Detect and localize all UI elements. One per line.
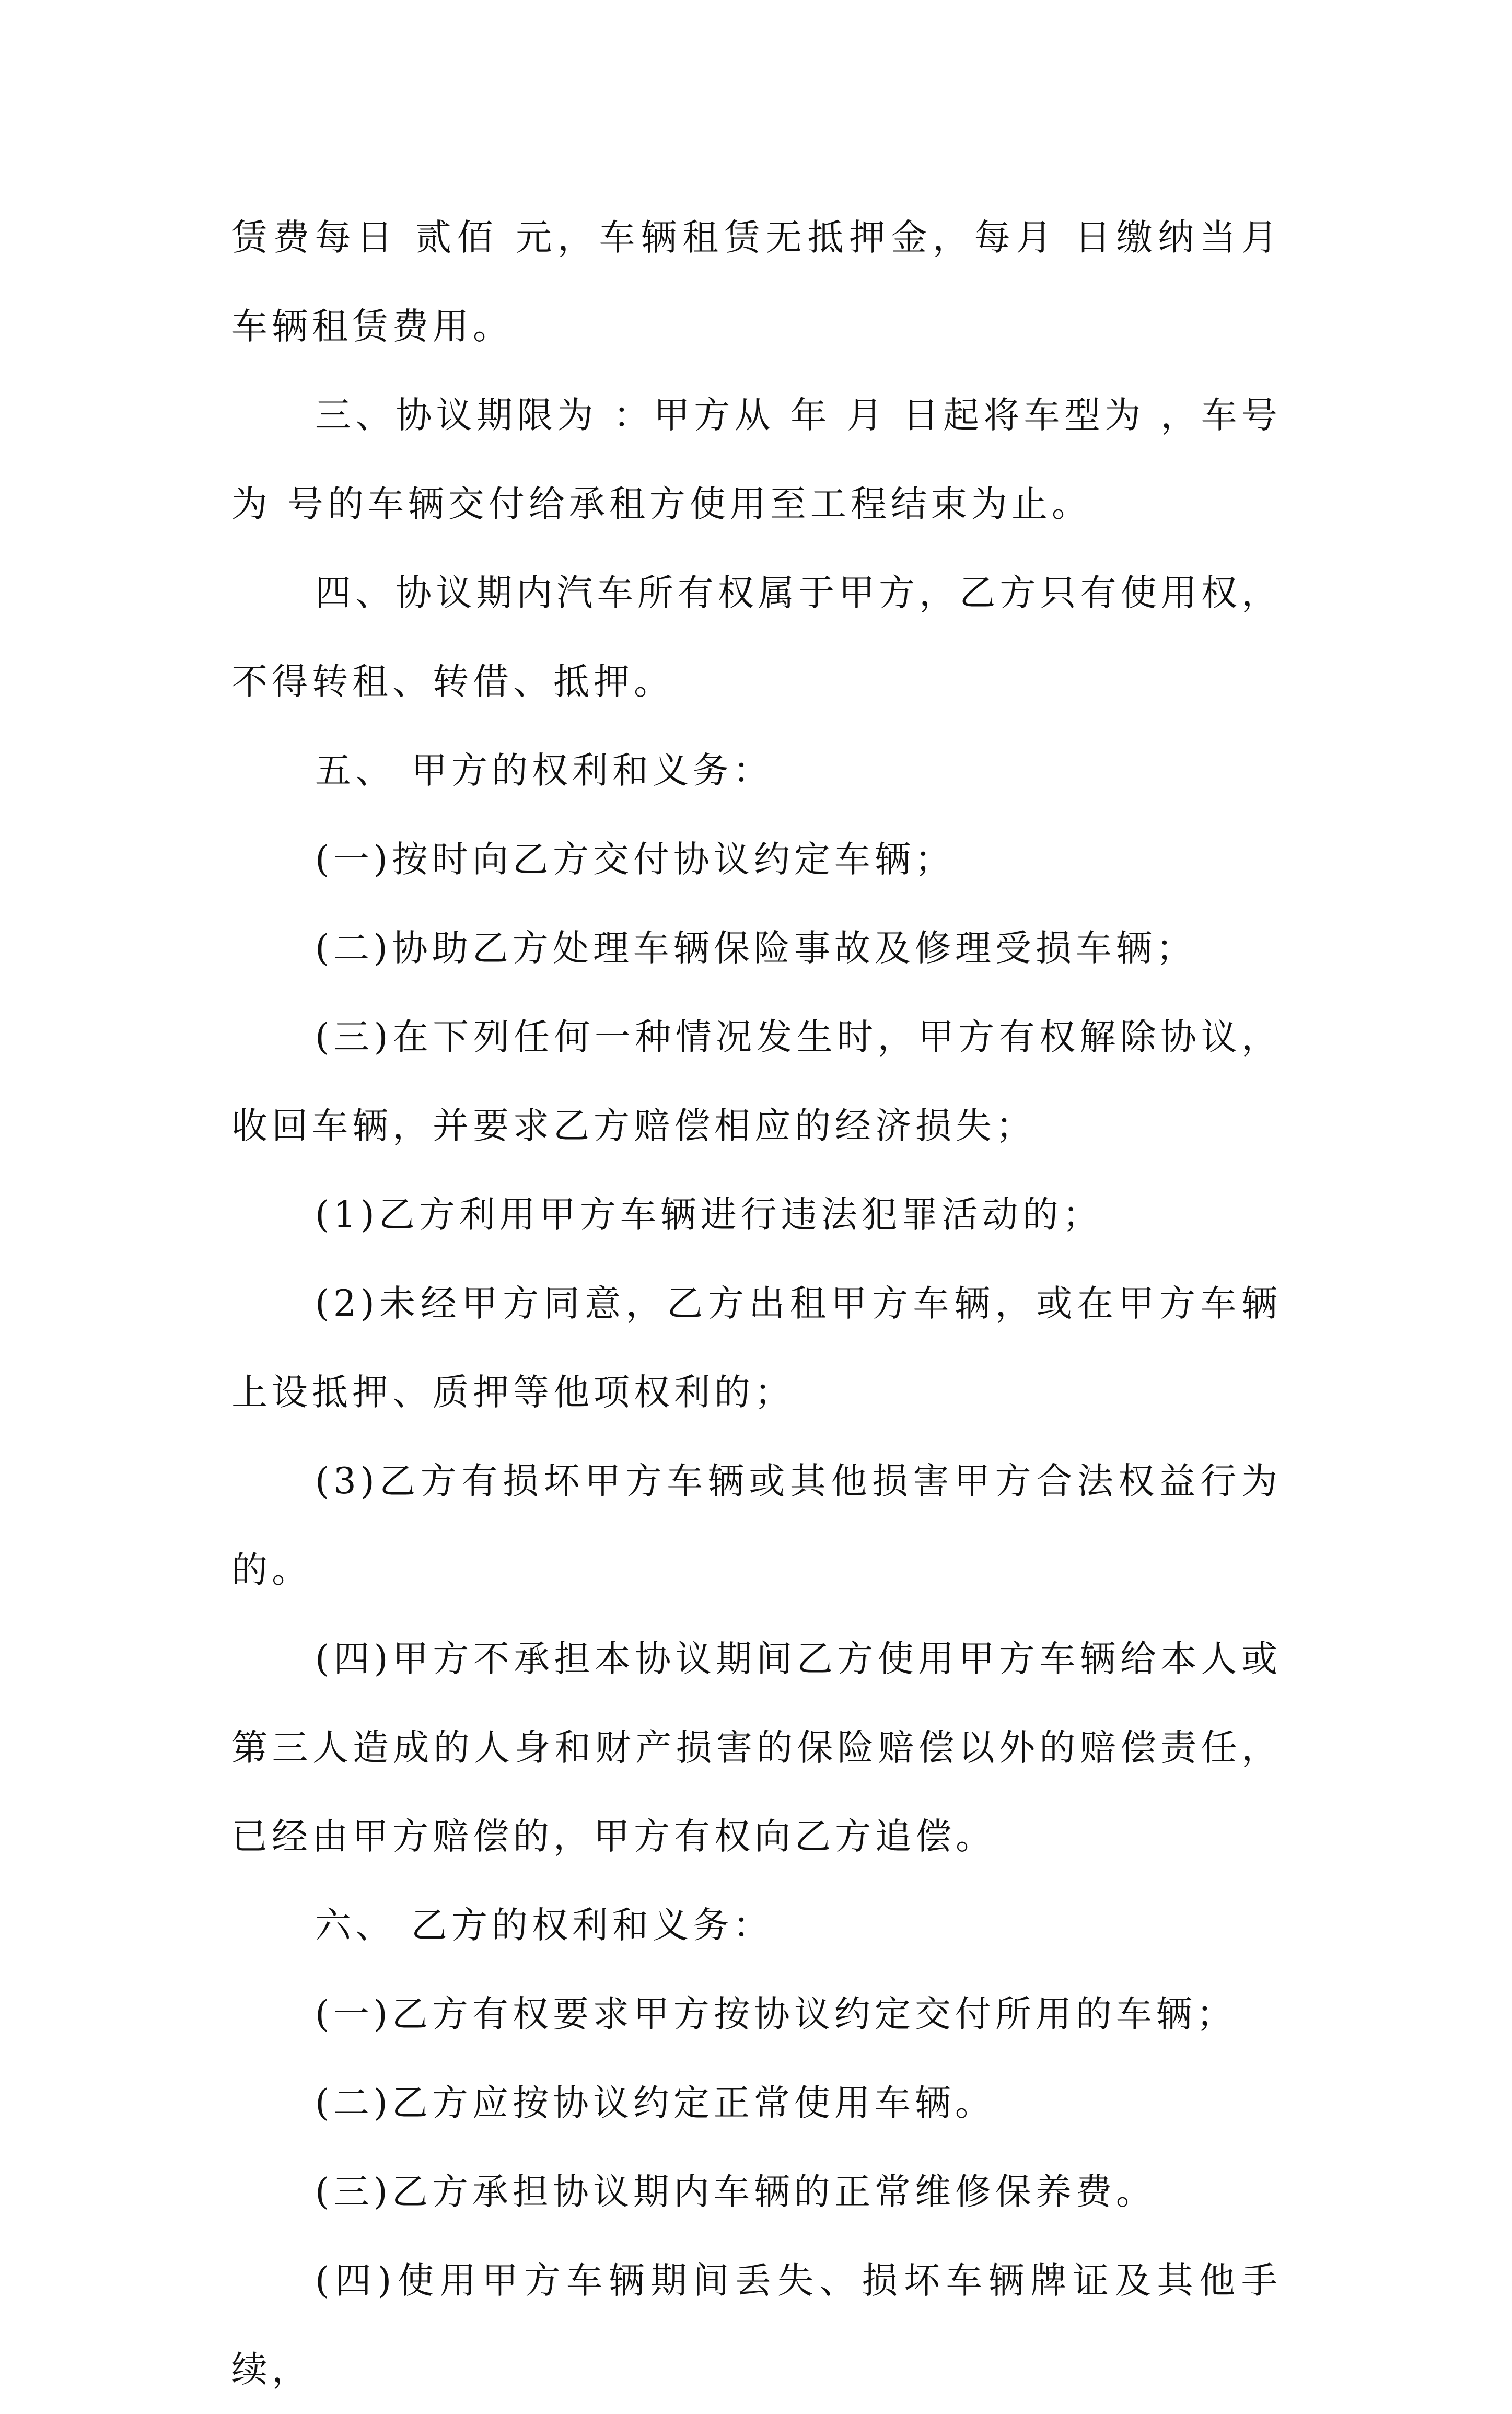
paragraph: 赁费每日 贰佰 元，车辆租赁无抵押金，每月 日缴纳当月车辆租赁费用。 [231, 217, 1282, 347]
paragraph: (三)在下列任何一种情况发生时，甲方有权解除协议，收回车辆，并要求乙方赔偿相应的经济损失； [231, 1016, 1282, 1147]
paragraph: (三)乙方承担协议期内车辆的正常维修保养费。 [315, 2171, 1156, 2213]
paragraph: 五、 甲方的权利和义务： [315, 750, 773, 792]
paragraph: (四)甲方不承担本协议期间乙方使用甲方车辆给本人或第三人造成的人身和财产损害的保险赔偿以外的赔偿责任，已经由甲方赔偿的，甲方有权向乙方追偿。 [231, 1638, 1282, 1858]
paragraph: (2)未经甲方同意，乙方出租甲方车辆，或在甲方车辆上设抵押、质押等他项权利的； [231, 1283, 1282, 1413]
document-body [231, 193, 1282, 2414]
paragraph: 四、协议期内汽车所有权属于甲方，乙方只有使用权，不得转租、转借、抵押。 [231, 572, 1282, 703]
paragraph: 三、协议期限为 ：甲方从 年 月 日起将车型为 ，车号为 号的车辆交付给承租方使用至工程结束为止。 [231, 394, 1282, 525]
paragraph: (二)乙方应按协议约定正常使用车辆。 [315, 2082, 995, 2124]
paragraph: (1)乙方利用甲方车辆进行违法犯罪活动的； [315, 1194, 1103, 1236]
paragraph: (一)按时向乙方交付协议约定车辆； [315, 839, 955, 880]
paragraph: (3)乙方有损坏甲方车辆或其他损害甲方合法权益行为的。 [231, 1460, 1282, 1591]
paragraph: (四)使用甲方车辆期间丢失、损坏车辆牌证及其他手续， [231, 2260, 1282, 2390]
paragraph: (一)乙方有权要求甲方按协议约定交付所用的车辆； [315, 1993, 1237, 2035]
paragraph: (二)协助乙方处理车辆保险事故及修理受损车辆； [315, 927, 1196, 969]
paragraph: 六、 乙方的权利和义务： [315, 1905, 773, 1946]
